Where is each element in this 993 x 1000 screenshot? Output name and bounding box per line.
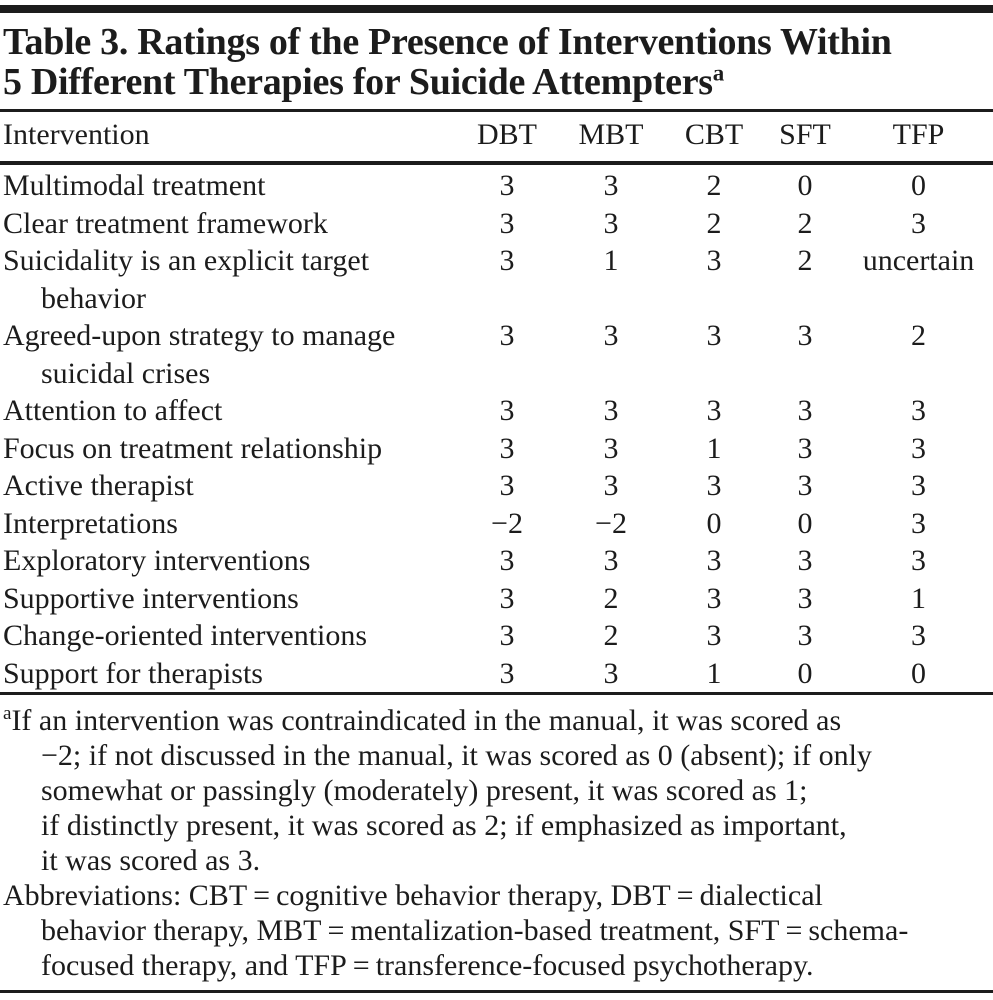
header-sft: SFT	[779, 118, 831, 151]
rating-cell: 3	[911, 206, 926, 240]
rating-cell: 3	[797, 319, 813, 352]
rating-cell: 3	[603, 394, 619, 427]
table-row	[0, 655, 993, 693]
rating-cell: 2	[706, 206, 722, 240]
table-row	[0, 617, 993, 655]
rating-cell: 3	[797, 394, 813, 427]
rating-cell: 1	[706, 656, 722, 690]
rating-cell: 3	[797, 581, 813, 615]
rating-cell: 2	[911, 319, 926, 352]
rating-cell: 2	[603, 619, 619, 652]
table-row	[0, 392, 993, 430]
header-cbt: CBT	[684, 118, 744, 151]
header-mbt: MBT	[578, 118, 644, 151]
rating-cell: 3	[499, 544, 515, 577]
rating-cell: 3	[499, 619, 515, 652]
rating-cell: 1	[706, 431, 722, 465]
rating-cell: 3	[499, 319, 515, 352]
rating-cell: 1	[911, 581, 926, 615]
rating-cell: 3	[706, 544, 722, 577]
abbreviations-line: Abbreviations: CBT = cognitive behavior therapy, DBT = dialectical	[3, 879, 823, 912]
intervention-cell: Interpretations	[3, 506, 178, 540]
rating-cell: 3	[499, 394, 515, 427]
rating-cell: 3	[499, 581, 515, 615]
table-row	[0, 317, 993, 392]
rating-cell: 0	[797, 656, 813, 690]
rating-cell: 3	[797, 619, 813, 652]
journal-table-page	[0, 5, 993, 1000]
table-row	[0, 242, 993, 317]
table-row	[0, 430, 993, 468]
rating-cell: 0	[797, 169, 813, 202]
ratings-table	[0, 167, 993, 692]
rating-cell: 0	[706, 506, 722, 540]
title-footnote-marker: a	[712, 60, 724, 86]
rating-cell: 2	[603, 581, 619, 615]
intervention-cell: Multimodal treatment	[3, 169, 266, 202]
rating-cell: 3	[706, 394, 722, 427]
rating-cell: 3	[911, 431, 926, 465]
rating-cell: 3	[603, 544, 619, 577]
rating-cell: 3	[911, 506, 926, 540]
intervention-cell: Clear treatment framework	[3, 206, 328, 240]
table-row	[0, 467, 993, 505]
abbreviations-line: focused therapy, and TFP = transference-focused psychotherapy.	[41, 949, 814, 982]
table-title-line2: 5 Different Therapies for Suicide Attempters$^a$	[3, 60, 724, 103]
rating-cell: 3	[797, 469, 813, 502]
rating-cell: 3	[911, 544, 926, 577]
rating-cell: 3	[911, 619, 926, 652]
rating-cell: 1	[603, 244, 619, 277]
rating-cell: −2	[491, 506, 523, 540]
rating-cell: 3	[499, 469, 515, 502]
intervention-cell: Change-oriented interventions	[3, 619, 368, 652]
footnote-a-line: if distinctly present, it was scored as 2; if emphasized as important,	[41, 809, 847, 842]
rating-cell: 0	[911, 656, 926, 690]
footnote-a-line: −2; if not discussed in the manual, it was scored as 0 (absent); if only	[41, 739, 872, 772]
rating-cell: 3	[603, 319, 619, 352]
rating-cell: 3	[603, 431, 619, 465]
rating-cell: 2	[706, 169, 722, 202]
rating-cell: 0	[911, 169, 926, 202]
footnote-a-marker: a	[3, 703, 12, 724]
rating-cell: 3	[706, 469, 722, 502]
rating-cell: 2	[797, 206, 813, 240]
table-row	[0, 542, 993, 580]
rating-cell: 3	[603, 169, 619, 202]
bottom-border-rule	[0, 990, 993, 993]
rating-cell: 3	[911, 469, 926, 502]
intervention-cell: Focus on treatment relationship	[3, 431, 383, 465]
rating-cell: 3	[797, 431, 813, 465]
table-row	[0, 505, 993, 543]
table-title	[0, 13, 993, 109]
intervention-cell: Suicidality is an explicit target behavior	[3, 244, 370, 315]
rule-under-header	[0, 161, 993, 165]
rating-cell: 3	[911, 394, 926, 427]
rating-cell: 3	[603, 206, 619, 240]
rating-cell: 3	[603, 469, 619, 502]
intervention-cell: Supportive interventions	[3, 581, 299, 615]
rating-cell: uncertain	[862, 244, 975, 277]
table-row	[0, 167, 993, 205]
header-intervention: Intervention	[3, 118, 150, 151]
rating-cell: 3	[706, 244, 722, 277]
intervention-cell: Active therapist	[3, 469, 194, 502]
column-header-row	[0, 112, 993, 161]
rating-cell: −2	[595, 506, 627, 540]
rating-cell: 3	[603, 656, 619, 690]
rating-cell: 3	[499, 656, 515, 690]
table-title-line1: Table 3. Ratings of the Presence of Interventions Within	[3, 21, 892, 63]
header-tfp: TFP	[892, 118, 945, 151]
footnote-a-line: it was scored as 3.	[41, 844, 261, 877]
intervention-cell: Exploratory interventions	[3, 544, 311, 577]
table-row	[0, 580, 993, 618]
rating-cell: 3	[499, 169, 515, 202]
intervention-cell: Attention to affect	[3, 394, 223, 427]
rating-cell: 3	[499, 431, 515, 465]
rating-cell: 3	[797, 544, 813, 577]
rating-cell: 3	[706, 619, 722, 652]
footnote-a-line: somewhat or passingly (moderately) present, it was scored as 1;	[41, 774, 808, 807]
intervention-cell: Agreed-upon strategy to manage suicidal crises	[3, 319, 396, 390]
rating-cell: 3	[499, 244, 515, 277]
rating-cell: 3	[706, 319, 722, 352]
intervention-cell: Support for therapists	[3, 656, 263, 690]
header-dbt: DBT	[477, 118, 537, 151]
rating-cell: 0	[797, 506, 813, 540]
top-border-bar	[0, 5, 993, 13]
footnotes	[0, 695, 993, 983]
rating-cell: 3	[706, 581, 722, 615]
abbreviations-line: behavior therapy, MBT = mentalization-based treatment, SFT = schema-	[41, 914, 909, 947]
rating-cell: 3	[499, 206, 515, 240]
table-row	[0, 205, 993, 243]
rating-cell: 2	[797, 244, 813, 277]
footnote-a-line: $^a$If an intervention was contraindicated in the manual, it was scored as	[3, 703, 842, 737]
